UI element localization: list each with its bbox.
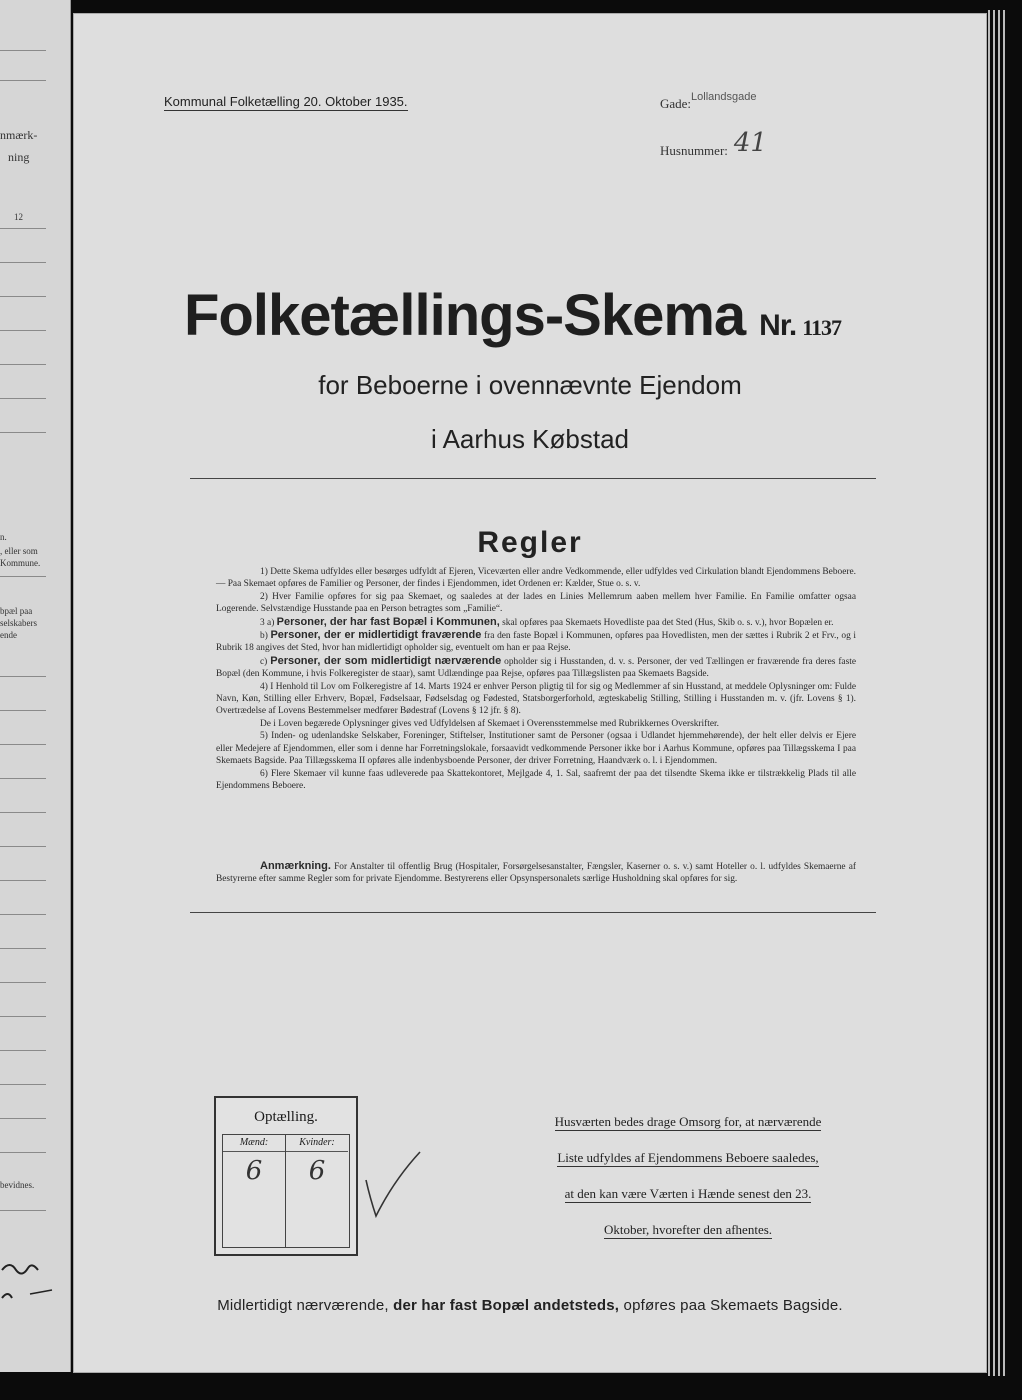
house-number-field	[660, 128, 767, 162]
rule-3c: c) Personer, der som midlertidigt nærværende opholder sig i Husstanden, d. v. s. Personer, der ved Tællingen er fraværende fra deres faste Bopæl (den Kommune, i hvis Folkeregister de staar), samt Udlændinge paa Rejse, opføres paa Tillægslisten paa Skemaets Bagside.	[216, 654, 857, 680]
rule-4: 4) I Henhold til Lov om Folkeregistre af 14. Marts 1924 er enhver Person pligtig til for sig og Medlemmer af sin Husstand, at meddele Oplysninger om: Fulde Navn, Køn, Stilling eller Erhverv, Bopæl, Fødselsaar, Fødselsdag og Fødested, Statsborgerforhold, ægteskabelig Stilling, Stilling i Husstanden m. v. (jfr. Lovens § 1). Overtrædelse af Lovens Bestemmelser medfører Bødestraf (Lovens § 12 jfr. § 8).	[216, 681, 856, 717]
remark-paragraph	[216, 860, 856, 886]
men-count: 6	[245, 1156, 263, 1186]
rule-line	[0, 1050, 46, 1051]
rule-line	[0, 1152, 46, 1153]
left-text: nmærk-	[0, 128, 38, 142]
rule-line	[0, 1118, 46, 1119]
form-number: 1137	[802, 315, 841, 340]
street-field	[660, 91, 757, 112]
count-box	[214, 1096, 358, 1256]
rule-3a: 3 a) Personer, der har fast Bopæl i Kommunen, skal opføres paa Skemaets Hovedliste paa det Sted (Hus, Skib o. s. v.), hvor Bopælen er.	[260, 615, 834, 628]
left-text: , eller som	[0, 546, 38, 556]
divider	[190, 912, 876, 913]
notice-line: Liste udfyldes af Ejendommens Beboere saaledes,	[557, 1150, 819, 1165]
form-city: i Aarhus Købstad	[431, 424, 629, 454]
rule-line	[0, 80, 46, 81]
left-text: Kommune.	[0, 558, 41, 568]
page-edges	[986, 10, 1010, 1376]
rule-5: 5) Inden- og udenlandske Selskaber, Foreninger, Stiftelser, Institutioner samt de Personer (ogsaa i Udlandet hjemmehørende), der helt eller delvis er Ejere eller Medejere af Ejendommen, eller som i denne har Forretningslokale, forsaavidt vedkommende Personer ikke bor i Aarhus Kommune, opføres paa Tillægsskema I paa Skemaets Bagside. Paa Tillægsskema II opføres alle indenbysboende Personer, der driver Forretning, Haandværk o. l. i Ejendommen.	[216, 731, 856, 767]
rule-line	[0, 296, 46, 297]
street-value: Lollandsgade	[691, 91, 757, 103]
left-text: bpæl paa	[0, 606, 33, 616]
house-number-value: 41	[733, 128, 767, 158]
rule-line	[0, 1016, 46, 1017]
rule-line	[0, 1210, 46, 1211]
notice-line: Husværten bedes drage Omsorg for, at nærværende	[554, 1114, 822, 1129]
left-text: ning	[8, 150, 30, 164]
left-text: bevidnes.	[0, 1180, 35, 1190]
form-title-text: Folketællings-Skema	[184, 283, 746, 348]
rule-line	[0, 914, 46, 915]
left-text: selskabers	[0, 618, 37, 628]
rule-1: 1) Dette Skema udfyldes eller besørges udfyldt af Ejeren, Viceværten eller andre Vedkommende, eller udfyldes ved Cirkulation blandt Ejendommens Beboere. — Paa Skemaet opføres de Familier og Personer, der findes i Ejendommen, idet Ordenen er: Kælder, Stue o. s. v.	[216, 567, 856, 590]
women-label: Kvinder:	[286, 1135, 348, 1152]
rule-line	[0, 262, 46, 263]
rules-text	[216, 566, 856, 792]
rule-2: 2) Hver Familie opføres for sig paa Skemaet, og saaledes at der lades en Linies Mellemrum aaben mellem hver Familie. En Familie omfatter ogsaa Logerende. Selvstændige Husstande paa en Person betragtes som „Familie“.	[216, 591, 856, 615]
rule-line	[0, 778, 46, 779]
checkmark-icon	[362, 1150, 422, 1220]
rule-line	[0, 982, 46, 983]
rule-3b: b) Personer, der er midlertidigt fraværende fra den faste Bopæl i Kommunen, opføres paa Hovedlisten, men der sættes i Rubrik 2 et Frv., og i Rubrik 18 angives det Sted, hvor han midlertidigt opholder sig, eventuelt om han er paa Rejse.	[216, 629, 857, 654]
rule-line	[0, 228, 46, 229]
form-subtitle: for Beboerne i ovennævnte Ejendom	[318, 370, 742, 400]
women-column	[286, 1135, 348, 1247]
rule-4b: De i Loven begærede Oplysninger gives ved Udfyldelsen af Skemaet i Overensstemmelse med Rubrikkernes Overskrifter.	[260, 718, 719, 729]
count-table	[222, 1134, 350, 1248]
count-caption: Optælling.	[254, 1109, 318, 1125]
rule-line	[0, 676, 46, 677]
rule-line	[0, 948, 46, 949]
left-text: 12	[14, 212, 23, 222]
rule-line	[0, 50, 46, 51]
rule-line	[0, 364, 46, 365]
form-title	[184, 282, 841, 349]
form-nr-label: Nr.	[759, 309, 797, 342]
rule-line	[0, 846, 46, 847]
rule-line	[0, 812, 46, 813]
left-page-fragment	[0, 0, 71, 1372]
house-number-label: Husnummer:	[660, 143, 728, 158]
left-text: n.	[0, 532, 7, 542]
women-count: 6	[308, 1156, 326, 1186]
rule-line	[0, 710, 46, 711]
men-column	[223, 1135, 286, 1247]
notice-line: Oktober, hvorefter den afhentes.	[603, 1222, 773, 1237]
rule-line	[0, 330, 46, 331]
remark-text: For Anstalter til offentlig Brug (Hospitaler, Forsørgelsesanstalter, Fængsler, Kaserner o. s. v.) samt Hoteller o. l. udfyldes Skemaerne af Bestyrerne efter samme Regler som for private Ejendomme. Bestyrerens eller Opsynspersonalets særlige Husholdning skal opføres for sig.	[216, 862, 857, 885]
remark-label: Anmærkning.	[260, 860, 331, 872]
rule-line	[0, 432, 46, 433]
rule-line	[0, 576, 46, 577]
left-text: ende	[0, 630, 17, 640]
rule-6: 6) Flere Skemaer vil kunne faas udleverede paa Skattekontoret, Mejlgade 4, 1. Sal, saafremt der paa det tilsendte Skema ikke er tilstrækkelig Plads til alle Ejendommens Beboere.	[216, 768, 856, 791]
men-label: Mænd:	[223, 1135, 285, 1152]
footer-note: Midlertidigt nærværende, der har fast Bopæl andetsteds, opføres paa Skemaets Bagside.	[217, 1297, 843, 1314]
rule-line	[0, 744, 46, 745]
rule-line	[0, 398, 46, 399]
census-form-page	[74, 14, 986, 1372]
notice-line: at den kan være Værten i Hænde senest den 23.	[564, 1186, 812, 1201]
rule-line	[0, 880, 46, 881]
landlord-notice	[520, 1110, 856, 1254]
census-title: Kommunal Folketælling 20. Oktober 1935.	[164, 94, 408, 109]
divider	[190, 478, 876, 479]
handwritten-signature	[0, 1252, 60, 1312]
street-label: Gade:	[660, 96, 692, 111]
rules-heading: Regler	[477, 526, 583, 559]
rule-line	[0, 1084, 46, 1085]
